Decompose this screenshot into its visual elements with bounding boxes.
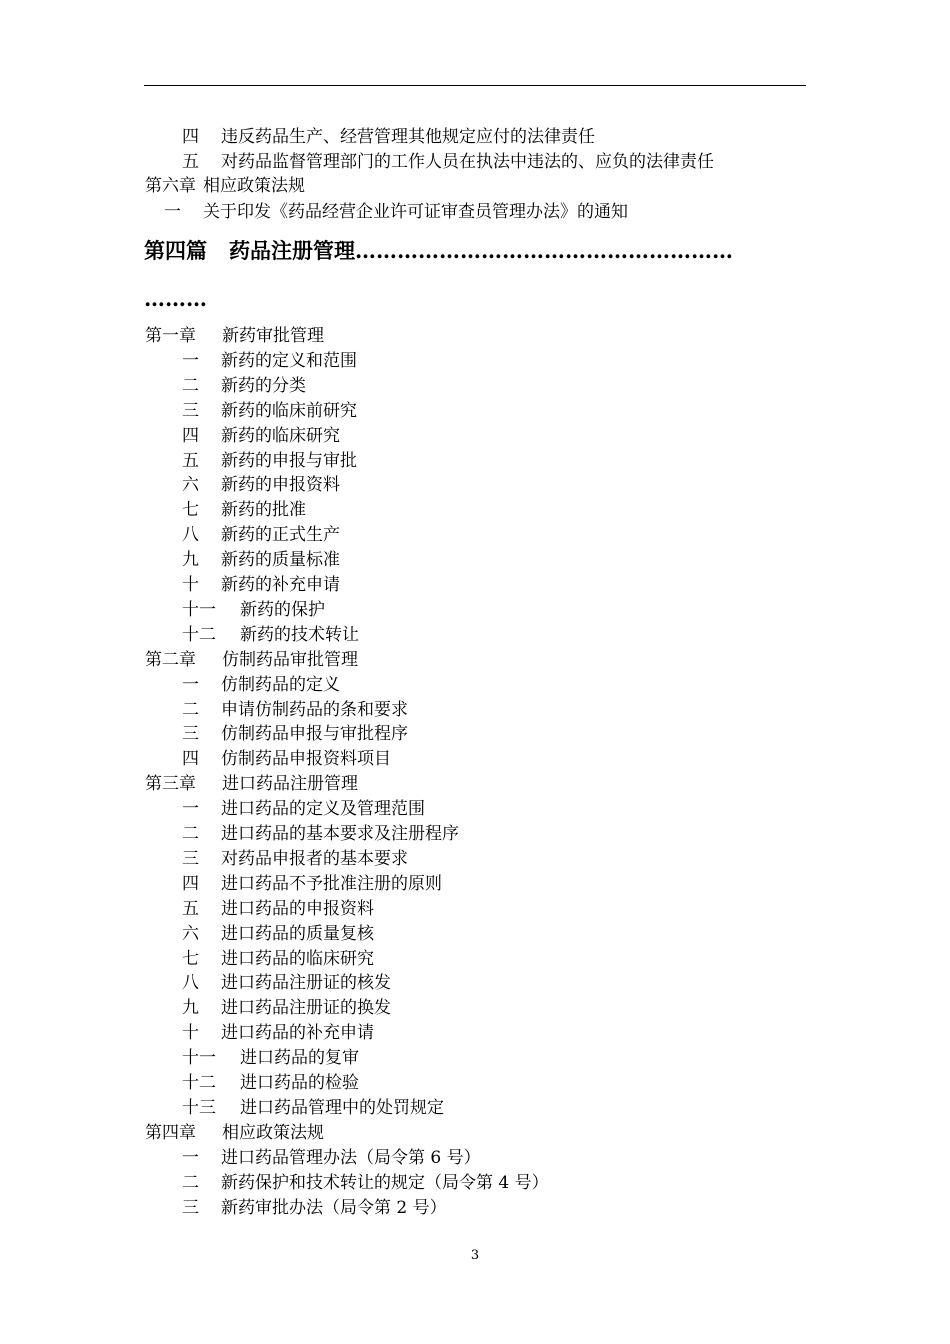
item-text: 违反药品生产、经营管理其他规定应付的法律责任 (221, 127, 595, 147)
item-number: 一 (164, 202, 181, 222)
toc-item (182, 872, 442, 896)
chapter-number: 第四章 (145, 1122, 196, 1143)
item-number: 四 (182, 873, 199, 894)
item-text: 对药品申报者的基本要求 (221, 848, 408, 869)
chapter-number: 第一章 (145, 326, 196, 346)
item-text: 进口药品的基本要求及注册程序 (221, 824, 459, 844)
toc-item (182, 996, 391, 1020)
toc-item (182, 897, 374, 921)
toc-item (182, 698, 408, 722)
item-number: 五 (182, 450, 199, 471)
part-label: 第四篇 (144, 238, 207, 263)
item-number: 八 (182, 525, 199, 546)
toc-item (182, 722, 408, 746)
item-number: 十二 (182, 624, 216, 645)
toc-item (182, 922, 374, 946)
item-text: 申请仿制药品的条和要求 (221, 699, 408, 720)
item-text: 新药审批办法（局令第 2 号） (221, 1197, 447, 1218)
item-number: 三 (182, 848, 199, 869)
item-text: 新药的临床研究 (221, 425, 340, 446)
header-rule (144, 85, 806, 86)
item-number: 九 (182, 998, 199, 1019)
chapter-title: 相应政策法规 (222, 1122, 324, 1143)
toc-item (182, 673, 340, 697)
item-number: 七 (182, 948, 199, 969)
item-number: 十 (182, 1023, 199, 1044)
item-number: 一 (182, 1147, 199, 1168)
toc-item (182, 797, 425, 821)
toc-item (182, 449, 357, 473)
item-number: 五 (182, 898, 199, 919)
toc-item (182, 598, 325, 622)
page-number: 3 (470, 1248, 480, 1263)
chapter-title: 进口药品注册管理 (222, 774, 358, 795)
item-text: 进口药品的定义及管理范围 (221, 799, 425, 820)
item-text: 进口药品管理中的处罚规定 (240, 1097, 444, 1118)
toc-item (182, 822, 459, 846)
chapter-title: 新药审批管理 (222, 326, 324, 346)
item-number: 三 (182, 724, 199, 745)
chapter-title: 相应政策法规 (203, 176, 305, 196)
item-text: 仿制药品的定义 (221, 674, 340, 695)
item-text: 关于印发《药品经营企业许可证审查员管理办法》的通知 (203, 202, 628, 222)
item-number: 四 (182, 127, 199, 147)
item-number: 五 (182, 152, 199, 172)
chapter-title: 仿制药品审批管理 (222, 649, 358, 670)
item-number: 一 (182, 674, 199, 695)
toc-item (182, 1146, 481, 1170)
toc-item (182, 1046, 359, 1070)
chapter-number: 第三章 (145, 774, 196, 795)
item-number: 八 (182, 973, 199, 994)
item-number: 一 (182, 350, 199, 371)
toc-item (182, 150, 714, 174)
item-number: 二 (182, 699, 199, 720)
toc-item (182, 1096, 444, 1120)
item-text: 进口药品注册证的核发 (221, 973, 391, 994)
toc-item (182, 424, 340, 448)
item-text: 新药的分类 (221, 375, 306, 396)
item-text: 进口药品的补充申请 (221, 1023, 374, 1044)
item-number: 十一 (182, 599, 216, 620)
toc-item (182, 498, 306, 522)
item-text: 新药的批准 (221, 500, 306, 521)
toc-item (182, 125, 595, 149)
item-number: 九 (182, 550, 199, 571)
chapter-number: 第二章 (145, 649, 196, 670)
toc-item (182, 523, 340, 547)
toc-item (182, 971, 391, 995)
item-number: 二 (182, 375, 199, 396)
item-number: 一 (182, 799, 199, 820)
toc-item (182, 374, 306, 398)
item-text: 新药的技术转让 (240, 624, 359, 645)
item-text: 仿制药品申报与审批程序 (221, 724, 408, 745)
toc-item (182, 473, 340, 497)
chapter-heading (145, 1121, 324, 1145)
item-number: 十二 (182, 1073, 216, 1093)
toc-item (182, 548, 340, 572)
item-number: 十一 (182, 1048, 216, 1069)
item-number: 二 (182, 1172, 199, 1193)
item-text: 进口药品管理办法（局令第 6 号） (221, 1147, 481, 1168)
toc-item (182, 747, 391, 771)
item-text: 进口药品的临床研究 (221, 948, 374, 969)
item-text: 新药的申报资料 (221, 475, 340, 496)
part-heading-continuation (144, 284, 806, 314)
item-number: 十 (182, 575, 199, 595)
item-text: 对药品监督管理部门的工作人员在执法中违法的、应负的法律责任 (221, 152, 714, 172)
item-number: 六 (182, 475, 199, 496)
toc-item (164, 200, 628, 224)
item-text: 新药的补充申请 (221, 575, 340, 595)
toc-item (182, 623, 359, 647)
toc-item (182, 1071, 359, 1095)
item-text: 新药的定义和范围 (221, 350, 357, 371)
chapter-heading (145, 174, 305, 198)
item-number: 三 (182, 1197, 199, 1218)
item-number: 四 (182, 749, 199, 770)
part-dots: ……… (144, 286, 207, 311)
toc-item (182, 1171, 549, 1195)
item-text: 进口药品的申报资料 (221, 898, 374, 919)
toc-item (182, 1196, 447, 1220)
item-text: 仿制药品申报资料项目 (221, 749, 391, 770)
item-number: 七 (182, 500, 199, 521)
item-number: 四 (182, 425, 199, 446)
toc-item (182, 573, 340, 597)
item-text: 进口药品不予批准注册的原则 (221, 873, 442, 894)
item-text: 新药的质量标准 (221, 550, 340, 571)
item-text: 进口药品的复审 (240, 1048, 359, 1069)
item-text: 新药的保护 (240, 599, 325, 620)
toc-item (182, 399, 357, 423)
item-text: 新药的正式生产 (221, 525, 340, 546)
item-text: 进口药品的检验 (240, 1073, 359, 1093)
item-number: 六 (182, 923, 199, 944)
item-number: 三 (182, 400, 199, 421)
toc-item (182, 1021, 374, 1045)
part-title: 药品注册管理 (229, 238, 355, 263)
item-text: 新药的临床前研究 (221, 400, 357, 421)
chapter-heading (145, 772, 358, 796)
chapter-number: 第六章 (145, 176, 196, 196)
chapter-heading (145, 324, 324, 348)
item-text: 进口药品的质量复核 (221, 923, 374, 944)
toc-item (182, 349, 357, 373)
item-number: 二 (182, 824, 199, 844)
item-text: 进口药品注册证的换发 (221, 998, 391, 1019)
chapter-heading (145, 648, 358, 672)
item-text: 新药的申报与审批 (221, 450, 357, 471)
part-heading (144, 236, 806, 266)
item-text: 新药保护和技术转让的规定（局令第 4 号） (221, 1172, 549, 1193)
toc-item (182, 947, 374, 971)
item-number: 十三 (182, 1097, 216, 1118)
toc-item (182, 847, 408, 871)
part-dots: ……………………………………………… (355, 238, 733, 263)
